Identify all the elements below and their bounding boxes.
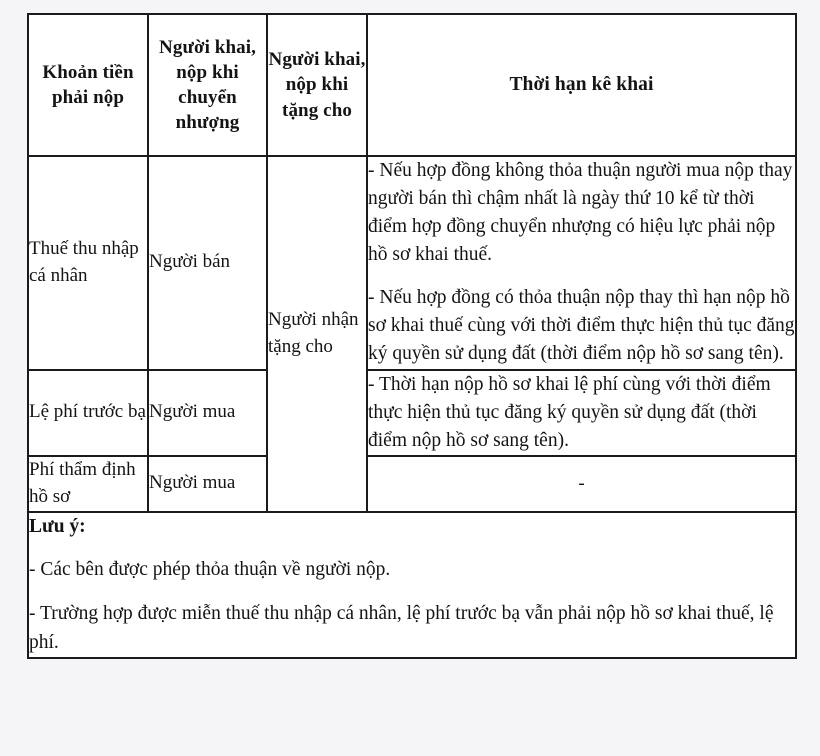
header-cell-khoan-tien: Khoản tiền phải nộp [28, 14, 148, 156]
note-row [28, 512, 796, 658]
tax-declaration-table [27, 13, 797, 659]
fee-name-thue-tncn: Thuế thu nhập cá nhân [28, 156, 148, 370]
deadline-thue-tncn [367, 156, 796, 370]
empty-dash-placeholder: - [578, 472, 585, 494]
fee-name-phi-tham-dinh: Phí thẩm định hồ sơ [28, 456, 148, 512]
transfer-payer-phi-tham-dinh: Người mua [148, 456, 267, 512]
deadline-paragraph: - Nếu hợp đồng không thỏa thuận người mua nộp thay người bán thì chậm nhất là ngày thứ 10 kể từ thời điểm hợp đồng chuyển nhượng có hiệu lực phải nộp hồ sơ khai thuế. [368, 160, 793, 266]
fee-name-le-phi-truoc-ba: Lệ phí trước bạ [28, 370, 148, 456]
note-line-2: - Trường hợp được miễn thuế thu nhập cá nhân, lệ phí trước bạ vẫn phải nộp hồ sơ khai thuế, lệ phí. [29, 603, 774, 653]
table-row [28, 456, 796, 512]
note-line-1: - Các bên được phép thỏa thuận về người nộp. [29, 559, 391, 581]
table-row [28, 370, 796, 456]
gift-payer-merged-cell: Người nhận tặng cho [267, 156, 367, 512]
table-body [28, 156, 796, 658]
table-container [27, 13, 795, 659]
deadline-phi-tham-dinh [367, 456, 796, 512]
note-title: Lưu ý: [29, 515, 86, 537]
deadline-paragraph: - Thời hạn nộp hồ sơ khai lệ phí cùng với thời điểm thực hiện thủ tục đăng ký quyền sử dụng đất (thời điểm nộp hồ sơ sang tên). [368, 373, 771, 451]
transfer-payer-le-phi-truoc-ba: Người mua [148, 370, 267, 456]
header-cell-thoi-han-ke-khai: Thời hạn kê khai [367, 14, 796, 156]
deadline-le-phi-truoc-ba [367, 370, 796, 456]
table-header [28, 14, 796, 156]
note-cell [28, 512, 796, 658]
header-cell-nguoi-khai-chuyen-nhuong: Người khai, nộp khi chuyển nhượng [148, 14, 267, 156]
header-cell-nguoi-khai-tang-cho: Người khai, nộp khi tặng cho [267, 14, 367, 156]
transfer-payer-thue-tncn: Người bán [148, 156, 267, 370]
deadline-paragraph: - Nếu hợp đồng có thỏa thuận nộp thay thì hạn nộp hồ sơ khai thuế cùng với thời điểm thực hiện thủ tục đăng ký quyền sử dụng đất (thời điểm nộp hồ sơ sang tên). [368, 287, 795, 365]
table-row [28, 156, 796, 370]
header-row [28, 14, 796, 156]
